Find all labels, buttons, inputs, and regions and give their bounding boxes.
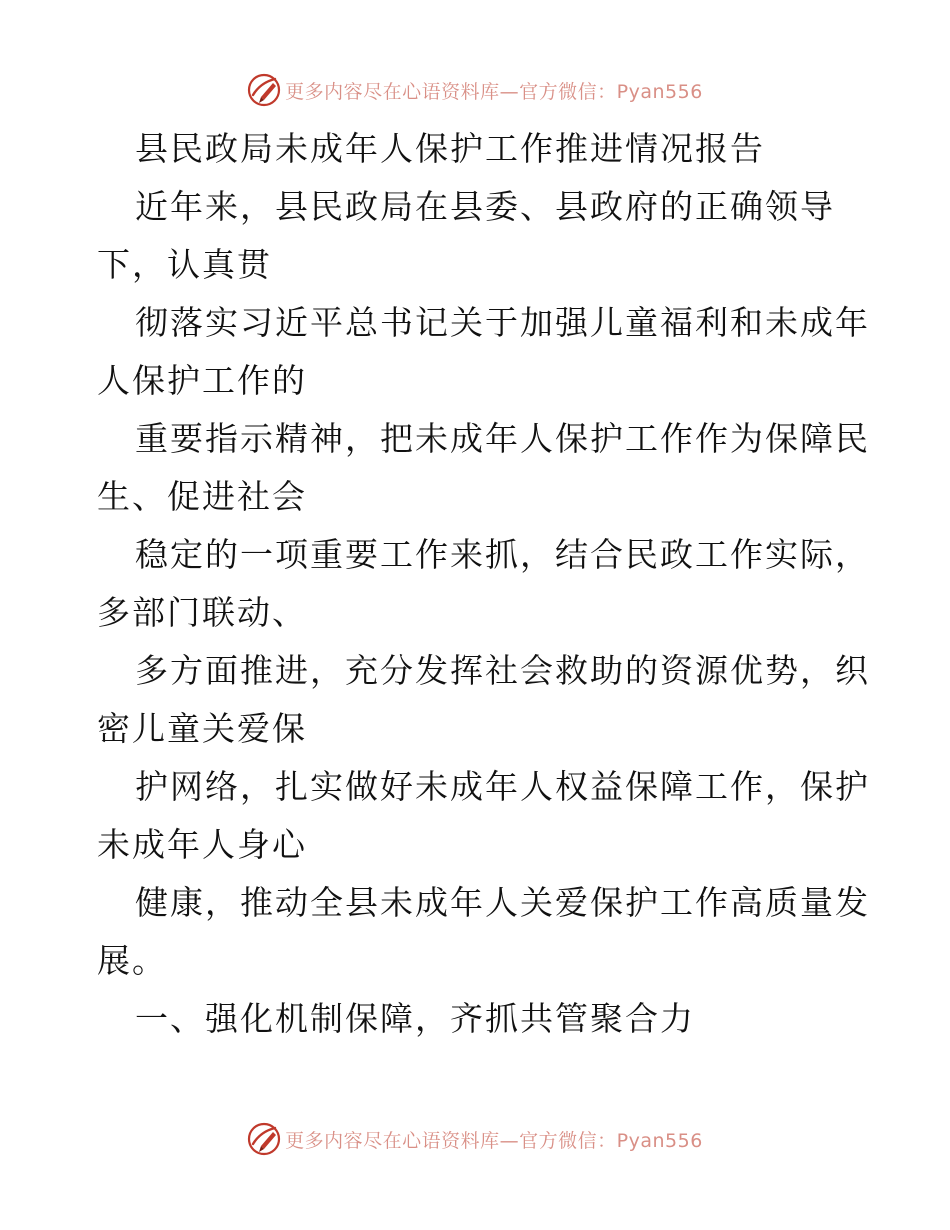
paragraph-line: 人保护工作的 — [97, 361, 307, 400]
paragraph-line: 多部门联动、 — [97, 593, 307, 632]
section-heading: 一、强化机制保障，齐抓共管聚合力 — [135, 999, 695, 1038]
paragraph-line: 近年来，县民政局在县委、县政府的正确领导 — [135, 187, 835, 226]
paragraph-line: 密儿童关爱保 — [97, 709, 307, 748]
footer-watermark — [0, 1119, 950, 1159]
watermark-text: 更多内容尽在心语资料库—官方微信：Pyan556 — [285, 1129, 703, 1152]
paragraph-line: 下，认真贯 — [97, 245, 272, 284]
header-watermark — [0, 70, 950, 110]
paragraph-line: 生、促进社会 — [97, 477, 307, 516]
paragraph-line: 多方面推进，充分发挥社会救助的资源优势，织 — [135, 651, 870, 690]
document-title: 县民政局未成年人保护工作推进情况报告 — [135, 129, 765, 168]
paragraph-line: 重要指示精神，把未成年人保护工作作为保障民 — [135, 419, 870, 458]
paragraph-line: 护网络，扎实做好未成年人权益保障工作，保护 — [135, 767, 870, 806]
paragraph-line: 健康，推动全县未成年人关爱保护工作高质量发 — [135, 883, 870, 922]
document-body — [97, 120, 870, 1048]
watermark-text: 更多内容尽在心语资料库—官方微信：Pyan556 — [285, 80, 703, 103]
paragraph-line: 稳定的一项重要工作来抓，结合民政工作实际， — [135, 535, 870, 574]
pen-logo-icon — [247, 1122, 281, 1156]
pen-logo-icon — [247, 73, 281, 107]
paragraph-line: 彻落实习近平总书记关于加强儿童福利和未成年 — [135, 303, 870, 342]
paragraph-line: 未成年人身心 — [97, 825, 307, 864]
paragraph-line: 展。 — [97, 941, 167, 980]
